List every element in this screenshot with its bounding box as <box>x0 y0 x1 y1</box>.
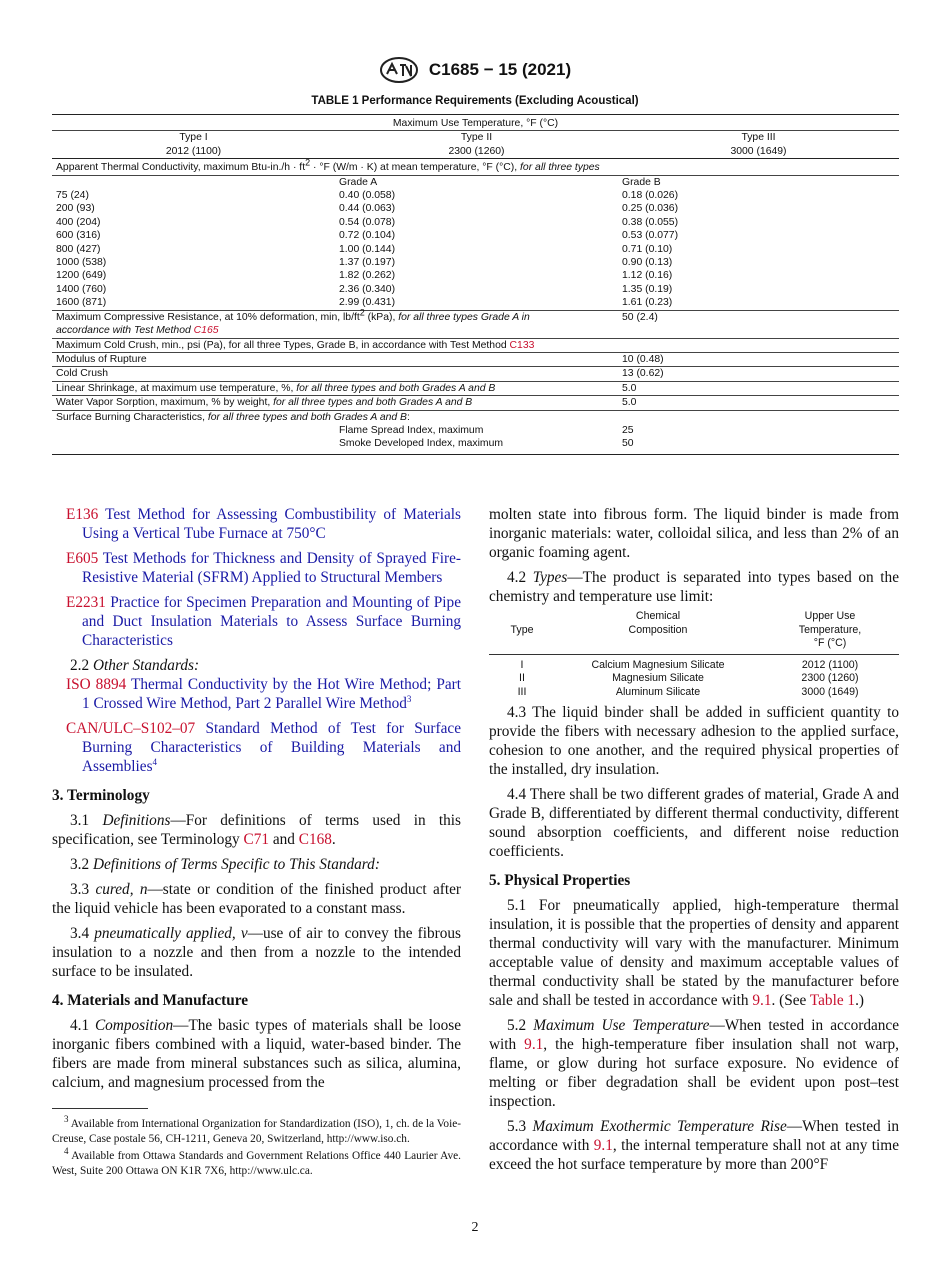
paragraph-4-3: 4.3 The liquid binder shall be added in sufficient quantity to provide the fibers with necessary adhesion to the applied surface, cohesion to one another, and the required physical properties of the installed, dry insulation. <box>489 704 899 778</box>
e605-link[interactable]: E605 <box>66 550 99 567</box>
e2231-link[interactable]: E2231 <box>66 594 106 611</box>
table-title: TABLE 1 Performance Requirements (Excluding Acoustical) <box>311 95 639 107</box>
type-i-header: Type I 2012 (1100) <box>52 131 335 159</box>
c165-link[interactable]: C165 <box>193 325 219 337</box>
types-chem-header: Chemical Composition <box>555 610 761 654</box>
smoke-developed-row: Smoke Developed Index, maximum 50 <box>52 437 899 454</box>
e136-link[interactable]: E136 <box>66 506 99 523</box>
paragraph-3-2: 3.2 Definitions of Terms Specific to This Standard: <box>70 856 380 873</box>
section-4-heading: 4. Materials and Manufacture <box>52 992 249 1009</box>
paragraph-3-3: 3.3 cured, n—state or condition of the finished product after the liquid vehicle has been evaporated to a constant mass. <box>52 881 461 917</box>
table-row: I Calcium Magnesium Silicate 2012 (1100) <box>520 658 859 671</box>
table-row: 600 (316) 0.72 (0.104) 0.53 (0.077) <box>56 230 679 242</box>
grade-a-header: Grade A <box>335 175 618 189</box>
page-header <box>0 56 950 84</box>
max-use-temp-header: Maximum Use Temperature, °F (°C) <box>52 115 899 131</box>
table-row: 200 (93) 0.44 (0.063) 0.25 (0.036) <box>56 203 679 215</box>
left-column <box>52 505 461 1098</box>
table-row: II Magnesium Silicate 2300 (1260) <box>519 672 859 684</box>
table-row: 1200 (649) 1.82 (0.262) 1.12 (0.16) <box>56 270 673 282</box>
cold-crush-header-row: Maximum Cold Crush, min., psi (Pa), for all three Types, Grade B, in accordance with Test Method C133 <box>52 338 899 352</box>
performance-table <box>52 114 899 455</box>
page-number: 2 <box>471 1220 479 1235</box>
thermal-conductivity-label: Apparent Thermal Conductivity, maximum $Btu-in./h \cdot ft^2 \cdot ^\circ F$ (W/m · K) at mean temperature, °F (°C), for all three types <box>52 159 899 175</box>
modulus-row: Modulus of Rupture 10 (0.48) <box>52 352 899 366</box>
table-row: 400 (204) 0.54 (0.078) 0.38 (0.055) <box>56 216 679 228</box>
paragraph-3-1: 3.1 Definitions—For definitions of terms used in this specification, see Terminology C71 and C168. <box>52 812 461 848</box>
types-table <box>489 610 899 699</box>
footnote-divider <box>52 1108 148 1109</box>
section-9-1-link[interactable]: 9.1 <box>524 1036 544 1053</box>
paragraph-5-3: 5.3 Maximum Exothermic Temperature Rise—When tested in accordance with 9.1, the internal temperature shall not at any time exceed the hot surface temperature by more than 200°F <box>489 1118 899 1173</box>
type-ii-header: Type II 2300 (1260) <box>335 131 618 159</box>
reference-item: E605 Test Methods for Thickness and Density of Sprayed Fire-Resistive Material (SFRM) Applied to Structural Members <box>66 550 461 586</box>
compressive-row: Maximum Compressive Resistance, at 10% deformation, min, $lb/ft^2$ (kPa), for all three types Grade A in accordance with Test Method C165 50 (2.4) <box>52 310 899 338</box>
footnote-4: $^4$ Available from Ottawa Standards and Government Relations Office 440 Laurier Ave. West, Suite 200 Ottawa ON K1R 7X6, http://www.ulc.ca. <box>52 1146 461 1177</box>
table-row: 800 (427) 1.00 (0.144) 0.71 (0.10) <box>56 243 673 255</box>
types-type-header: Type <box>489 610 555 654</box>
grade-b-header: Grade B <box>618 175 899 189</box>
table-1-link[interactable]: Table 1 <box>809 992 856 1009</box>
table-row: 1600 (871) 2.99 (0.431) 1.61 (0.23) <box>56 297 673 309</box>
section-5-heading: 5. Physical Properties <box>489 872 631 889</box>
iso-8894-link[interactable]: ISO 8894 <box>66 676 127 693</box>
section-9-1-link[interactable]: 9.1 <box>593 1137 613 1154</box>
c133-link[interactable]: C133 <box>509 339 535 351</box>
section-2-2-heading: 2.2 Other Standards: <box>70 657 200 674</box>
reference-item: ISO 8894 Thermal Conductivity by the Hot Wire Method; Part 1 Crossed Wire Method, Part 2 Parallel Wire Method$^3$ <box>66 676 461 712</box>
c168-link[interactable]: C168 <box>298 831 332 848</box>
right-column <box>489 505 899 1180</box>
footnote-3: $^3$ Available from International Organization for Standardization (ISO), 1, ch. de la Voie-Creuse, Case postale 56, CH-1211, Geneva 20, Switzerland, http://www.iso.ch. <box>52 1114 461 1145</box>
vapor-sorption-row: Water Vapor Sorption, maximum, % by weight, for all three types and both Grades A and B 5.0 <box>52 396 899 410</box>
surface-burning-row: Surface Burning Characteristics, for all three types and both Grades A and B: <box>52 410 899 424</box>
paragraph-4-1-continued: molten state into fibrous form. The liquid binder is made from inorganic materials: water, colloidal silica, and less than 2% of an organic foaming agent. <box>489 506 899 561</box>
footnotes <box>52 1114 461 1181</box>
section-9-1-link[interactable]: 9.1 <box>752 992 772 1009</box>
cold-crush-row: Cold Crush 13 (0.62) <box>52 367 899 381</box>
c71-link[interactable]: C71 <box>243 831 270 848</box>
can-ulc-link[interactable]: CAN/ULC–S102–07 <box>66 720 196 737</box>
table-row: 1400 (760) 2.36 (0.340) 1.35 (0.19) <box>56 283 673 295</box>
shrinkage-row: Linear Shrinkage, at maximum use temperature, %, for all three types and both Grades A and B 5.0 <box>52 381 899 395</box>
table-row: 75 (24) 0.40 (0.058) 0.18 (0.026) <box>56 190 679 202</box>
table-row: 1000 (538) 1.37 (0.197) 0.90 (0.13) <box>56 257 673 269</box>
reference-item: CAN/ULC–S102–07 Standard Method of Test for Surface Burning Characteristics of Building Materials and Assemblies$^4$ <box>66 720 461 775</box>
table-row: III Aluminum Silicate 3000 (1649) <box>517 685 859 698</box>
section-3-heading: 3. Terminology <box>52 787 150 804</box>
reference-item: E2231 Practice for Specimen Preparation and Mounting of Pipe and Duct Insulation Materials to Assess Surface Burning Characteristics <box>66 594 461 649</box>
astm-logo-icon <box>379 56 419 84</box>
paragraph-3-4: 3.4 pneumatically applied, v—use of air to convey the fibrous insulation to a nozzle and then from a nozzle to the intended surface to be insulated. <box>52 925 461 980</box>
types-temp-header: Upper Use Temperature, °F (°C) <box>761 610 899 654</box>
paragraph-4-4: 4.4 There shall be two different grades of material, Grade A and Grade B, differentiated by different thermal conductivity, different sound absorption coefficients, and different noise reduction coefficients. <box>489 786 899 860</box>
flame-spread-row: Flame Spread Index, maximum 25 <box>339 424 634 436</box>
paragraph-4-2: 4.2 Types—The product is separated into types based on the chemistry and temperature use limit: <box>489 569 899 605</box>
type-iii-header: Type III 3000 (1649) <box>618 131 899 159</box>
paragraph-5-2: 5.2 Maximum Use Temperature—When tested in accordance with 9.1, the high-temperature fiber insulation shall not warp, flame, or glow during hot surface exposure. No evidence of melting or fiber degradation shall be evident upon post–test inspection. <box>489 1017 899 1110</box>
paragraph-5-1: 5.1 For pneumatically applied, high-temperature thermal insulation, it is possible that the properties of density and apparent thermal conductivity will vary with the manufacturer. Minimum acceptable value of density and maximum acceptable values of thermal conductivity shall be stated by the manufacturer before sale and shall be tested in accordance with 9.1. (See Table 1.) <box>489 897 899 1009</box>
document-designation: C1685 − 15 (2021) <box>428 60 572 79</box>
reference-item: E136 Test Method for Assessing Combustibility of Materials Using a Vertical Tube Furnace at 750°C <box>66 506 461 542</box>
paragraph-4-1: 4.1 Composition—The basic types of materials shall be loose inorganic fibers combined with a liquid, water-based binder. The fibers are made from mineral substances such as silica, alumina, calcium, and magnesium processed from the <box>52 1017 461 1091</box>
